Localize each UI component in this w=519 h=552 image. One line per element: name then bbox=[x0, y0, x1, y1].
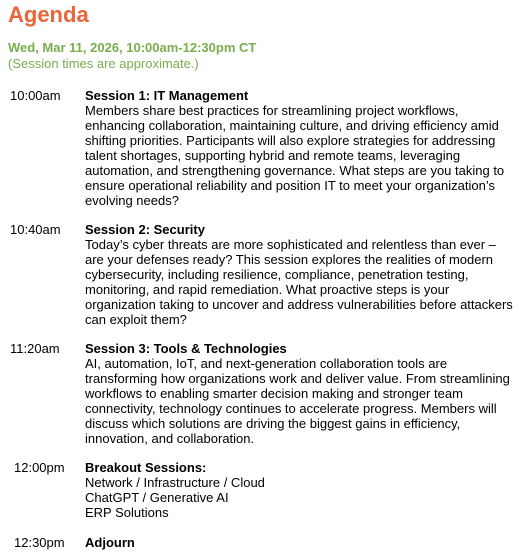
breakout-item: ERP Solutions bbox=[85, 505, 169, 520]
event-date: Wed, Mar 11, 2026, 10:00am-12:30pm CT bbox=[8, 40, 257, 55]
session-description: Today’s cyber threats are more sophisticated and relentless than ever – are your defenses ready? This session explores the realities of modern cybersecurity, including resilience, compliance, penetration testing, monitoring, and rapid remediation. What proactive steps is your organization taking to uncover and address vulnerabilities before attackers can exploit them? bbox=[85, 237, 513, 327]
session-time: 11:20am bbox=[10, 341, 60, 356]
session-time: 12:30pm bbox=[14, 535, 65, 550]
breakout-item: Network / Infrastructure / Cloud bbox=[85, 475, 265, 490]
session-time: 10:00am bbox=[10, 88, 61, 103]
session-content bbox=[85, 341, 515, 446]
session-description: AI, automation, IoT, and next-generation collaboration tools are transforming how organizations work and deliver value. From streamlining workflows to enabling smarter decision making and stronger team connectivity, technology continues to accelerate progress. Members will discuss which solutions are driving the biggest gains in efficiency, innovation, and collaboration. bbox=[85, 356, 510, 446]
session-content bbox=[85, 88, 515, 208]
session-content bbox=[85, 460, 515, 520]
session-title: Adjourn bbox=[85, 535, 135, 550]
agenda-title: Agenda bbox=[8, 2, 89, 27]
session-title: Session 2: Security bbox=[85, 222, 205, 237]
session-title: Session 3: Tools & Technologies bbox=[85, 341, 287, 356]
session-time: 10:40am bbox=[10, 222, 61, 237]
session-title: Breakout Sessions: bbox=[85, 460, 207, 475]
session-title: Session 1: IT Management bbox=[85, 88, 249, 103]
session-content bbox=[85, 222, 515, 327]
session-description: Members share best practices for streamlining project workflows, enhancing collaboration, maintaining culture, and driving efficiency amid shifting priorities. Participants will also explore strategies for addressing talent shortages, supporting hybrid and remote teams, leveraging automation, and strengthening governance. What steps are you taking to ensure operational reliability and position IT to meet your organization’s evolving needs? bbox=[85, 103, 505, 208]
session-content bbox=[85, 535, 515, 550]
session-time: 12:00pm bbox=[14, 460, 65, 475]
breakout-item: ChatGPT / Generative AI bbox=[85, 490, 229, 505]
session-times-note: (Session times are approximate.) bbox=[8, 56, 199, 71]
